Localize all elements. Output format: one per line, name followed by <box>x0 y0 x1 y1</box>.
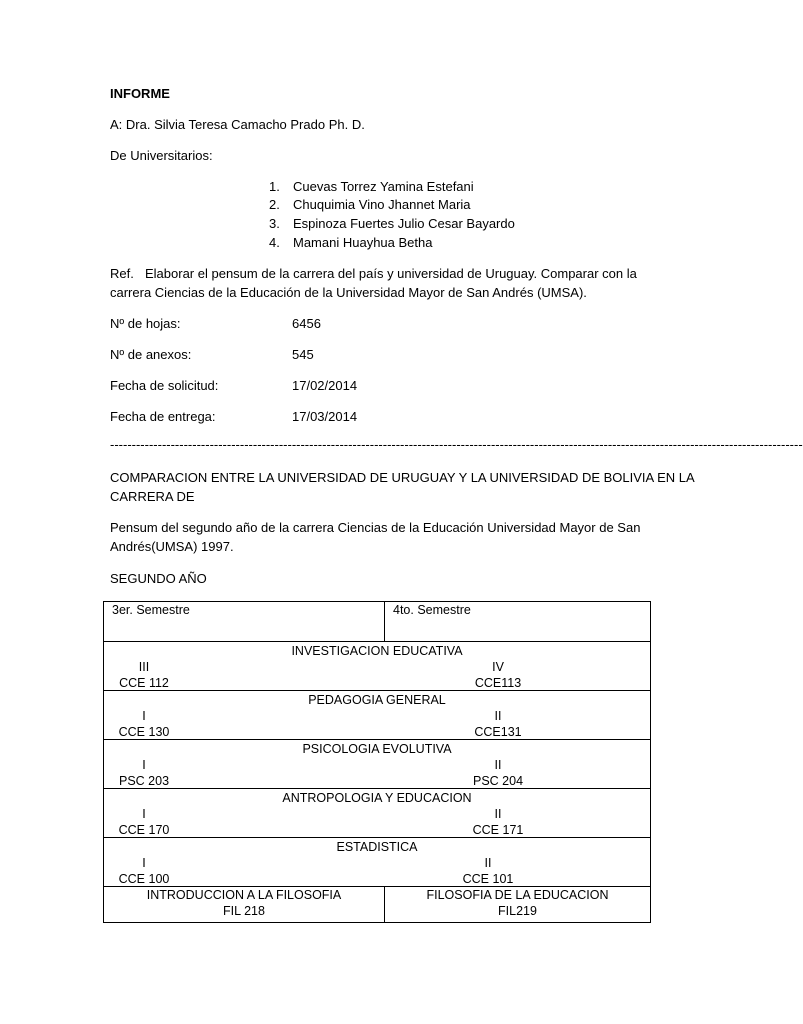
field-value: 17/02/2014 <box>292 378 358 393</box>
student-number: 3. <box>269 216 280 231</box>
subject-cell <box>104 691 651 740</box>
subject-title: PSICOLOGIA EVOLUTIVA <box>302 742 452 756</box>
subject-title: PEDAGOGIA GENERAL <box>308 693 446 707</box>
table-row <box>104 642 651 691</box>
course-code: CCE 170 <box>118 823 170 837</box>
ref-text-line1: Elaborar el pensum de la carrera del país y universidad de Uruguay. Comparar con la <box>145 266 637 281</box>
level-numeral: I <box>142 758 146 772</box>
course-code: CCE113 <box>474 676 522 690</box>
field-value: 17/03/2014 <box>292 409 358 424</box>
right-level <box>468 757 528 789</box>
subject-title: ESTADISTICA <box>336 840 418 854</box>
field-value: 545 <box>292 347 314 362</box>
course-code: CCE 171 <box>472 823 524 837</box>
level-numeral: IV <box>492 660 504 674</box>
subject-cell <box>104 642 651 691</box>
ref-label: Ref. <box>110 266 134 281</box>
table-row <box>104 789 651 838</box>
subject-title: FILOSOFIA DE LA EDUCACION <box>426 888 609 902</box>
level-numeral: I <box>142 807 146 821</box>
table-row <box>104 740 651 789</box>
left-level <box>114 806 174 838</box>
right-level <box>468 806 528 838</box>
comparison-title-line1: COMPARACION ENTRE LA UNIVERSIDAD DE URUGUAY Y LA UNIVERSIDAD DE BOLIVIA EN LA <box>110 470 695 485</box>
student-name: Mamani Huayhua Betha <box>293 235 433 250</box>
student-number: 2. <box>269 197 280 212</box>
subject-cell <box>104 838 651 887</box>
pensum-table <box>103 601 651 923</box>
field-label: Fecha de solicitud: <box>110 378 219 393</box>
pensum-description-line1: Pensum del segundo año de la carrera Ciencias de la Educación Universidad Mayor de San <box>110 520 641 535</box>
semester-header-3: 3er. Semestre <box>104 602 385 642</box>
left-level <box>114 757 174 789</box>
course-code: CCE131 <box>474 725 522 739</box>
from-label: De Universitarios: <box>110 148 213 163</box>
subject-title: INTRODUCCION A LA FILOSOFIA <box>146 888 342 902</box>
course-code: FIL 218 <box>223 904 265 918</box>
student-name: Espinoza Fuertes Julio Cesar Bayardo <box>293 216 515 231</box>
right-level <box>468 708 528 740</box>
course-code: CCE 100 <box>118 872 170 886</box>
table-row <box>104 838 651 887</box>
table-row <box>104 691 651 740</box>
level-numeral: III <box>138 660 150 674</box>
level-numeral: I <box>142 856 146 870</box>
student-number: 1. <box>269 179 280 194</box>
course-code: PSC 203 <box>118 774 170 788</box>
course-code: CCE 112 <box>119 676 169 690</box>
subject-title: ANTROPOLOGIA Y EDUCACION <box>282 791 472 805</box>
subject-cell <box>104 740 651 789</box>
field-label: Nº de anexos: <box>110 347 192 362</box>
table-row <box>104 887 651 923</box>
year-heading: SEGUNDO AÑO <box>110 571 207 586</box>
field-value: 6456 <box>292 316 321 331</box>
level-numeral: II <box>494 807 502 821</box>
subject-cell-right <box>385 887 651 923</box>
student-name: Cuevas Torrez Yamina Estefani <box>293 179 474 194</box>
right-level <box>468 659 528 691</box>
table-header-row <box>104 602 651 642</box>
subject-cell <box>104 789 651 838</box>
semester-header-4: 4to. Semestre <box>385 602 651 642</box>
course-code: PSC 204 <box>472 774 524 788</box>
comparison-title-line2: CARRERA DE <box>110 489 195 504</box>
left-level <box>114 659 174 691</box>
student-number: 4. <box>269 235 280 250</box>
left-level <box>114 708 174 740</box>
course-code: CCE 130 <box>118 725 170 739</box>
recipient-line: A: Dra. Silvia Teresa Camacho Prado Ph. D. <box>110 117 365 132</box>
course-code: CCE 101 <box>462 872 514 886</box>
subject-title: INVESTIGACION EDUCATIVA <box>291 644 463 658</box>
subject-cell-left <box>104 887 385 923</box>
dashed-separator: ---------------------------------------------------------------------------------------------------------------------------------------------------------------- <box>110 437 803 452</box>
level-numeral: II <box>494 758 502 772</box>
right-level <box>458 855 518 887</box>
field-label: Fecha de entrega: <box>110 409 216 424</box>
left-level <box>114 855 174 887</box>
course-code: FIL219 <box>498 904 537 918</box>
field-label: Nº de hojas: <box>110 316 181 331</box>
student-name: Chuquimia Vino Jhannet Maria <box>293 197 471 212</box>
level-numeral: I <box>142 709 146 723</box>
report-title: INFORME <box>110 86 170 101</box>
level-numeral: II <box>494 709 502 723</box>
pensum-description-line2: Andrés(UMSA) 1997. <box>110 539 234 554</box>
level-numeral: II <box>484 856 492 870</box>
ref-text-line2: carrera Ciencias de la Educación de la Universidad Mayor de San Andrés (UMSA). <box>110 285 587 300</box>
